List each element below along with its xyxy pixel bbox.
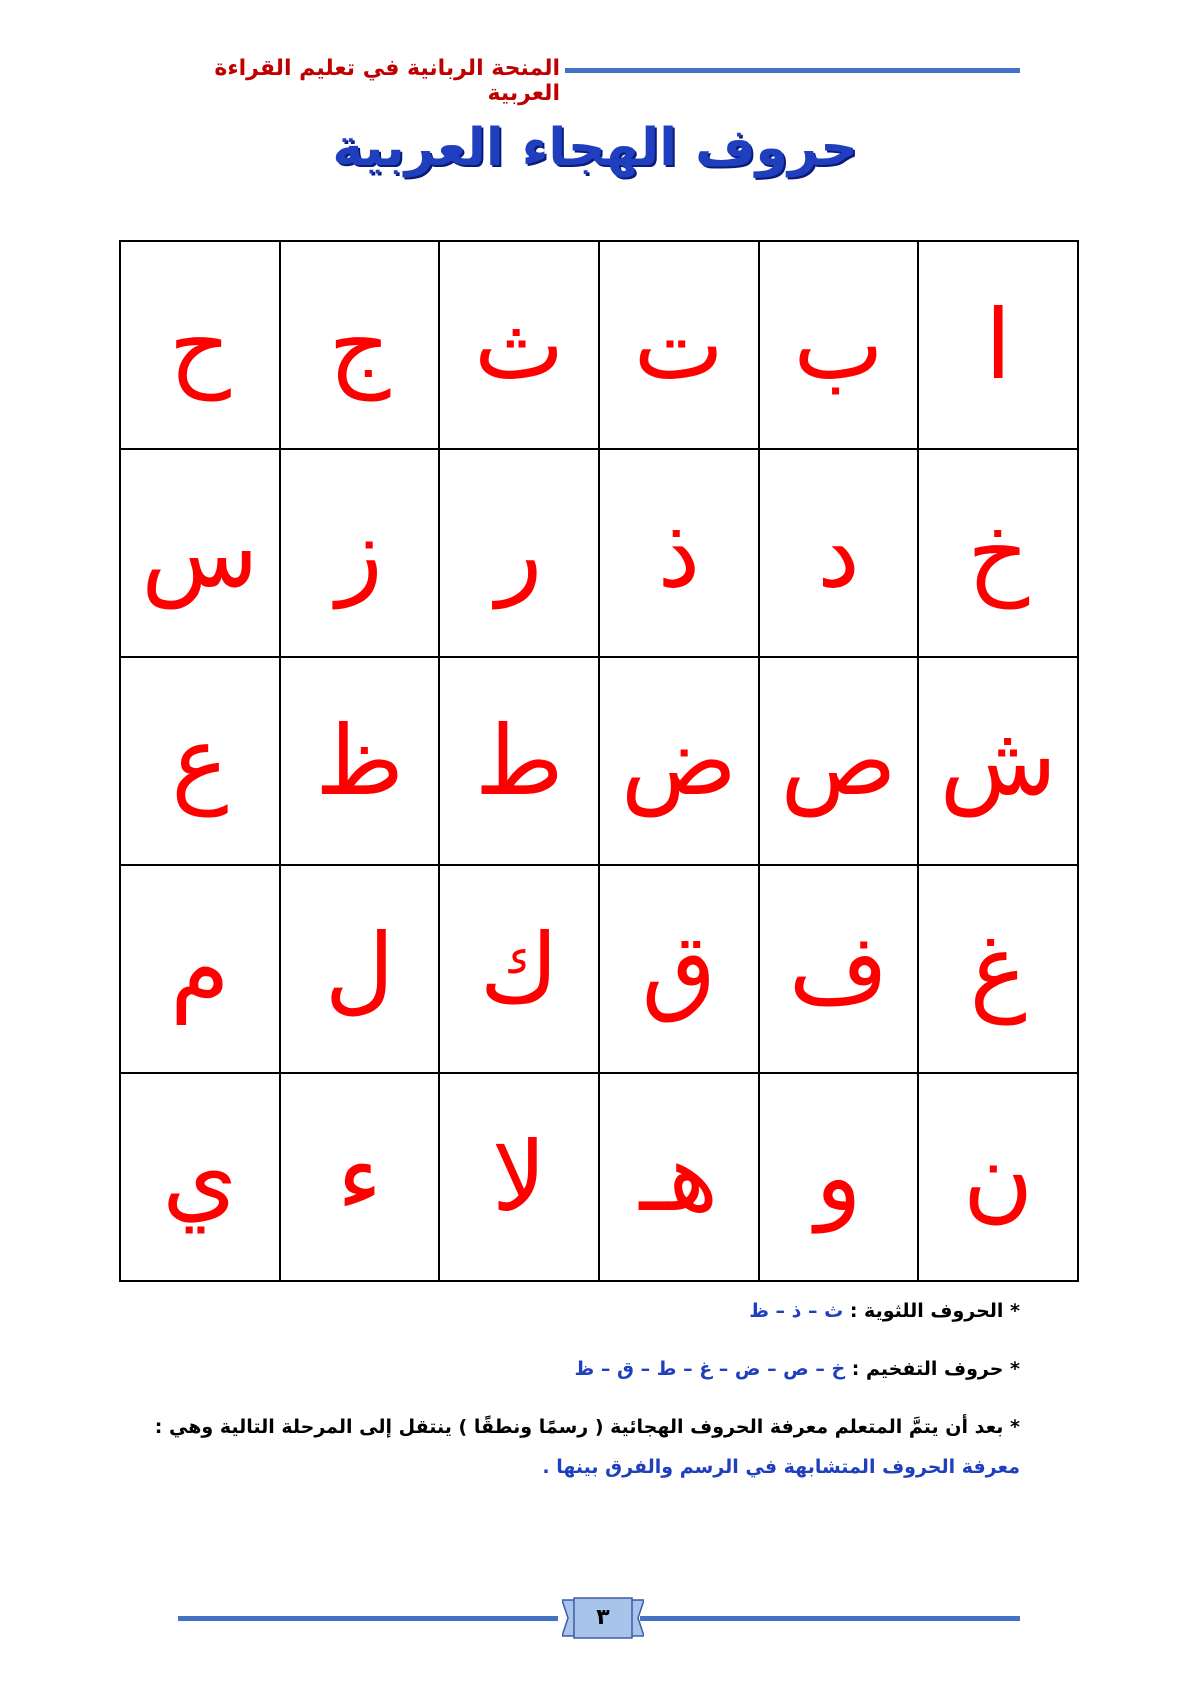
note-next-stage-continued: معرفة الحروف المتشابهة في الرسم والفرق بينها . [542, 1456, 1020, 1478]
letter-cell: ل [280, 865, 440, 1073]
letter-cell: س [120, 449, 280, 657]
header-rule [565, 68, 1020, 73]
notes [154, 1300, 1020, 1514]
letter-cell: خ [918, 449, 1078, 657]
note-interdental-label: * الحروف اللثوية : [843, 1300, 1020, 1322]
note-interdental [190, 1300, 1020, 1322]
note-interdental-value: ث – ذ – ظ [749, 1300, 844, 1322]
letter-cell: ذ [599, 449, 759, 657]
letter-cell: ء [280, 1073, 440, 1281]
letter-cell: ب [759, 241, 919, 449]
letter-cell: ق [599, 865, 759, 1073]
letter-cell: ش [918, 657, 1078, 865]
letter-cell: ص [759, 657, 919, 865]
letter-cell: ض [599, 657, 759, 865]
letters-grid [119, 240, 1079, 1282]
letter-cell: ج [280, 241, 440, 449]
letter-cell: ا [918, 241, 1078, 449]
letter-cell: ث [439, 241, 599, 449]
page-number: ٣ [596, 1605, 610, 1630]
letter-cell: ز [280, 449, 440, 657]
letter-cell: هـ [599, 1073, 759, 1281]
footer-rule-right [640, 1616, 1020, 1621]
note-emphatic [190, 1358, 1020, 1380]
letter-cell: و [759, 1073, 919, 1281]
letter-cell: ظ [280, 657, 440, 865]
letter-cell: م [120, 865, 280, 1073]
footer-rule-left [178, 1616, 558, 1621]
letter-cell: ي [120, 1073, 280, 1281]
letter-cell: ع [120, 657, 280, 865]
letter-cell: ت [599, 241, 759, 449]
note-emphatic-value: خ – ص – ض – غ – ط – ق – ظ [574, 1358, 846, 1380]
letter-cell: ح [120, 241, 280, 449]
letter-cell: ط [439, 657, 599, 865]
note-next-stage: * بعد أن يتمَّ المتعلم معرفة الحروف الهجائية ( رسمًا ونطقًا ) ينتقل إلى المرحلة التالية وهي : [154, 1416, 1020, 1438]
note-emphatic-label: * حروف التفخيم : [845, 1358, 1020, 1380]
header-title: المنحة الربانية في تعليم القراءة العربية [214, 56, 560, 106]
letter-cell: د [759, 449, 919, 657]
letter-cell: لا [439, 1073, 599, 1281]
letter-cell: ن [918, 1073, 1078, 1281]
letter-cell: ر [439, 449, 599, 657]
letter-cell: غ [918, 865, 1078, 1073]
letter-cell: ك [439, 865, 599, 1073]
letter-cell: ف [759, 865, 919, 1073]
page-title: حروف الهجاء العربية [332, 118, 858, 178]
